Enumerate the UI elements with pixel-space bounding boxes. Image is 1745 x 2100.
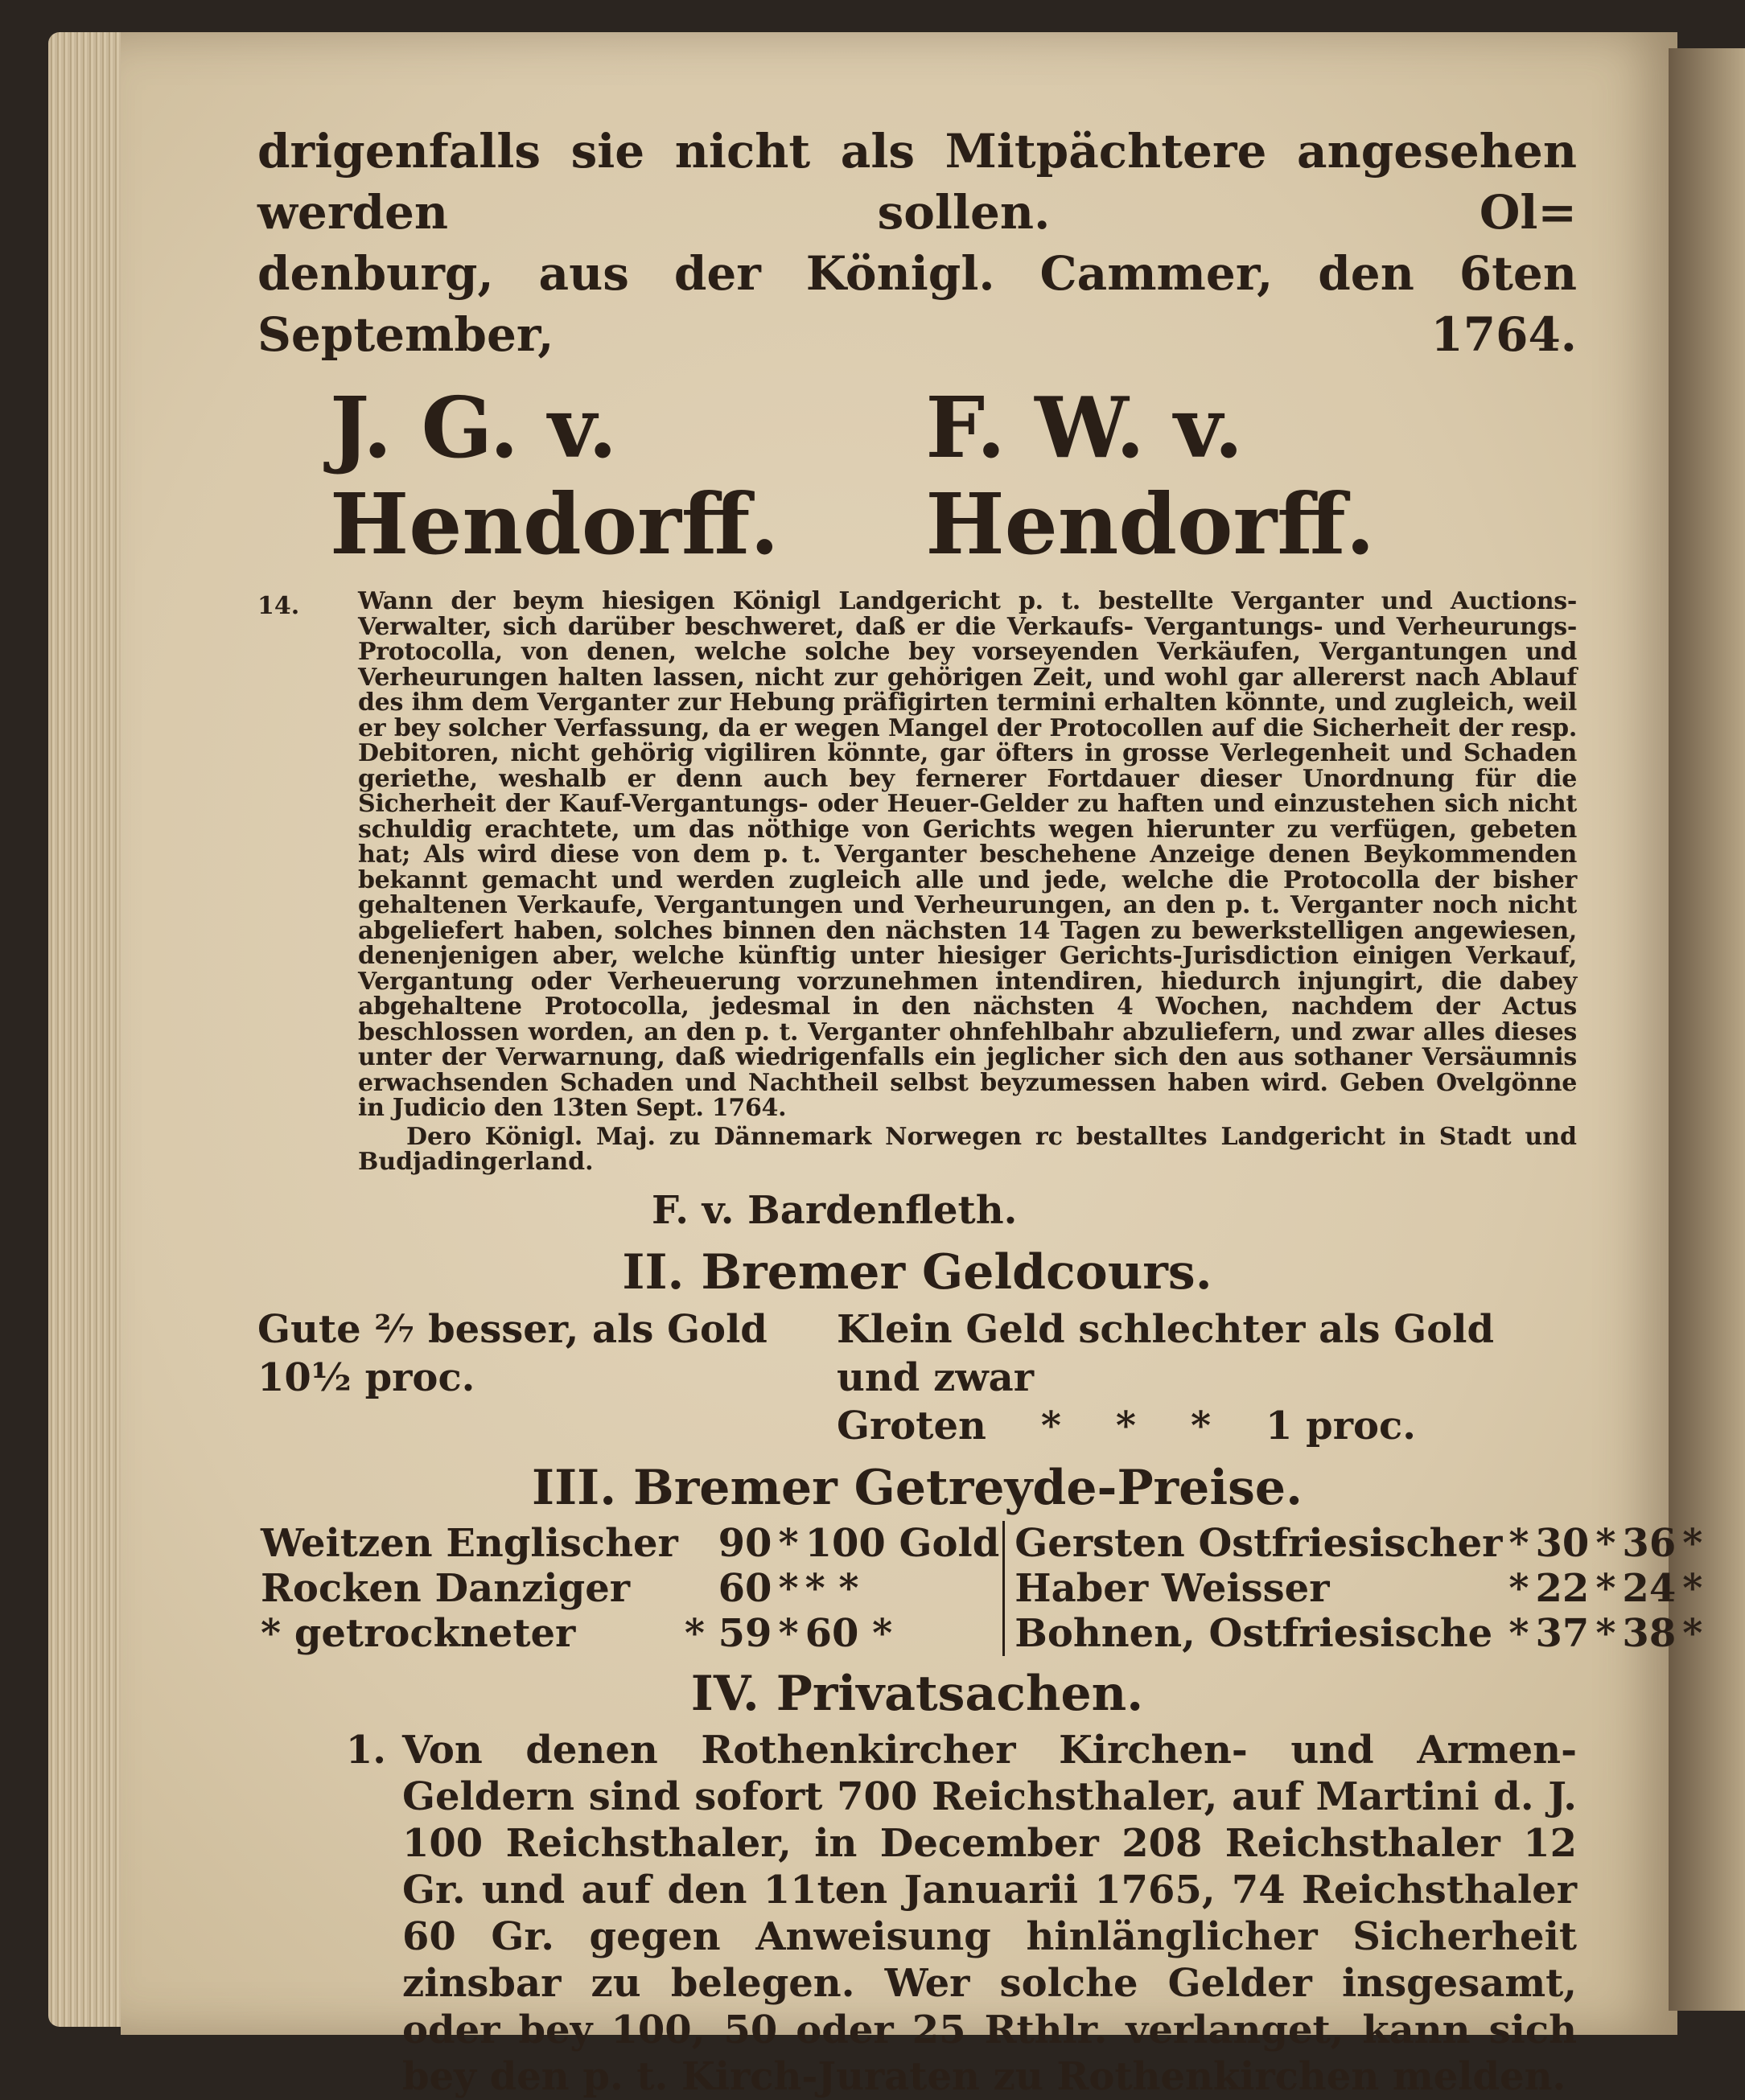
signature-2: F. W. v. Hendorff.: [925, 378, 1375, 573]
price-low: 37: [1535, 1610, 1590, 1656]
price-sep: *: [1595, 1565, 1616, 1611]
court-notice: [257, 589, 1577, 1121]
notice-closing: Dero Königl. Maj. zu Dännemark Norwegen rc bestalltes Landgericht in Stadt und Budjadingerland.: [358, 1122, 1577, 1176]
price-high: 100 Gold: [805, 1520, 1000, 1566]
price-end: *: [1682, 1565, 1703, 1611]
price-high: 38: [1622, 1610, 1677, 1656]
geldcours-left: Gute ²⁄₇ besser, als Gold 10½ proc.: [257, 1306, 768, 1400]
private-notice-text: Von denen Rothenkircher Kirchen- und Armen-Geldern sind sofort 700 Reichsthaler, auf Martini d. J. 100 Reichsthaler, in December 208 Reichsthaler 12 Gr. und auf den 11ten Januarii 1765, 74 Reichsthaler 60 Gr. gegen Anweisung hinlänglicher Sicherheit zinsbar zu belegen. Wer solche Gelder insgesamt, oder bey 100, 50 oder 25 Rthlr. verlanget, kann sich bey den p. t. Kirch-Juraten zu Rothenkirchen melden.: [402, 1727, 1577, 2099]
grain-name: Bohnen, Ostfriesische: [1014, 1610, 1493, 1656]
price-end: *: [1682, 1520, 1703, 1566]
column-divider: [1004, 1566, 1012, 1611]
price-low: 30: [1535, 1520, 1590, 1566]
price-low: 90: [718, 1520, 772, 1566]
private-notice-number: 1.: [345, 1727, 386, 1773]
page-content: [257, 121, 1703, 2100]
private-notice: [257, 1727, 1577, 2100]
groten-value: 1 proc.: [1266, 1403, 1416, 1449]
price-dot: *: [1508, 1520, 1529, 1566]
grain-name: Weitzen Englischer: [261, 1520, 678, 1566]
price-sep: *: [778, 1610, 799, 1656]
price-low: 22: [1535, 1565, 1590, 1611]
price-low: 60: [718, 1565, 772, 1611]
grain-name: Haber Weisser: [1014, 1565, 1330, 1611]
signature-block: [257, 380, 1577, 573]
grain-name: Rocken Danziger: [261, 1565, 631, 1611]
column-divider: [1004, 1611, 1012, 1656]
price-high: * *: [805, 1565, 859, 1611]
header-line-2: denburg, aus der Königl. Cammer, den 6ten September, 1764.: [257, 246, 1577, 362]
signature-1: J. G. v. Hendorff.: [330, 378, 780, 573]
header-line-1: drigenfalls sie nicht als Mitpächtere angesehen werden sollen. Ol=: [257, 124, 1577, 240]
grain-name: Gersten Ostfriesischer: [1014, 1520, 1503, 1566]
column-divider: [1004, 1521, 1012, 1566]
notice-paragraph: Wann der beym hiesigen Königl Landgericht p. t. bestellte Verganter und Auctions-Verwalter, sich darüber beschweret, daß er die Verkaufs- Vergantungs- und Verheurungs-Protocolla, von denen, welche solche bey vorseyenden Verkäufen, Vergantungen und Verheurungen halten lassen, nicht zur gehörigen Zeit, und wohl gar allererst nach Ablauf des ihm dem Verganter zur Hebung präfigirten termini erhalten könnte, und zugleich, weil er bey solcher Verfassung, da er wegen Mangel der Protocollen auf die Sicherheit der resp. Debitoren, nicht gehörig vigiliren könnte, gar öfters in grosse Verlegenheit und Schaden geriethe, weshalb er denn auch bey fernerer Fortdauer dieser Unordnung für die Sicherheit der Kauf-Vergantungs- oder Heuer-Gelder zu haften und einzustehen sich nicht schuldig erachtete, um das nöthige von Gerichts wegen hierunter zu verfügen, gebeten hat; Als wird diese von dem p. t. Verganter beschehene Anzeige denen Beykommenden bekannt gemacht und werden zugleich alle und jede, welche die Protocolla der bisher gehaltenen Verkaufe, Vergantungen und Verheurungen, an den p. t. Verganter noch nicht abgeliefert haben, solches binnen den nächsten 14 Tagen zu bewerkstelligen angewiesen, denenjenigen aber, welche künftig unter hiesiger Gerichts-Jurisdiction einigen Verkauf, Vergantung oder Verheuerung vorzunehmen intendiren, hiedurch injungirt, die dabey abgehaltene Protocolla, jedesmal in den nächsten 4 Wochen, nachdem der Actus beschlossen worden, an den p. t. Verganter ohnfehlbahr abzuliefern, und zwar alles dieses unter der Verwarnung, daß wiedrigenfalls ein jeglicher sich den aus sothaner Versäumnis erwachsenden Schaden und Nachtheil selbst beyzumessen haben wird. Geben Ovelgönne in Judicio den 13ten Sept. 1764.: [358, 587, 1577, 1122]
price-dot: *: [1508, 1610, 1529, 1656]
price-low: * 59: [684, 1610, 772, 1656]
price-sep: *: [778, 1520, 799, 1566]
section-4-title: IV. Privatsachen.: [690, 1665, 1144, 1722]
table-row: [257, 1566, 1706, 1611]
price-high: 60 *: [805, 1610, 893, 1656]
geldcours-right-line-1: Klein Geld schlechter als Gold und zwar: [837, 1306, 1495, 1400]
geldcours-right: [837, 1305, 1577, 1450]
price-end: *: [1682, 1610, 1703, 1656]
geldcours-right-line-2: [837, 1402, 1416, 1450]
table-row: [257, 1611, 1706, 1656]
dot: *: [1115, 1403, 1137, 1449]
price-dot: *: [1508, 1565, 1529, 1611]
price-sep: *: [778, 1565, 799, 1611]
groten-label: Groten: [837, 1403, 986, 1449]
geldcours-block: [257, 1305, 1577, 1450]
price-high: 36: [1622, 1520, 1677, 1566]
notice-number: 14.: [257, 592, 300, 620]
price-high: 24: [1622, 1565, 1677, 1611]
price-sep: *: [1595, 1610, 1616, 1656]
notice-signer: F. v. Bardenfleth.: [652, 1187, 1018, 1233]
section-3-title: III. Bremer Getreyde-Preise.: [532, 1459, 1303, 1516]
dot: *: [1040, 1403, 1061, 1449]
notice-body: [358, 589, 1577, 1121]
section-2-title: II. Bremer Geldcours.: [622, 1243, 1212, 1301]
grain-name: * getrockneter: [261, 1610, 576, 1656]
facing-page-edge: [1669, 48, 1745, 2011]
grain-price-table: [257, 1521, 1706, 1656]
dot: *: [1190, 1403, 1212, 1449]
table-row: [257, 1521, 1706, 1566]
price-sep: *: [1595, 1520, 1616, 1566]
